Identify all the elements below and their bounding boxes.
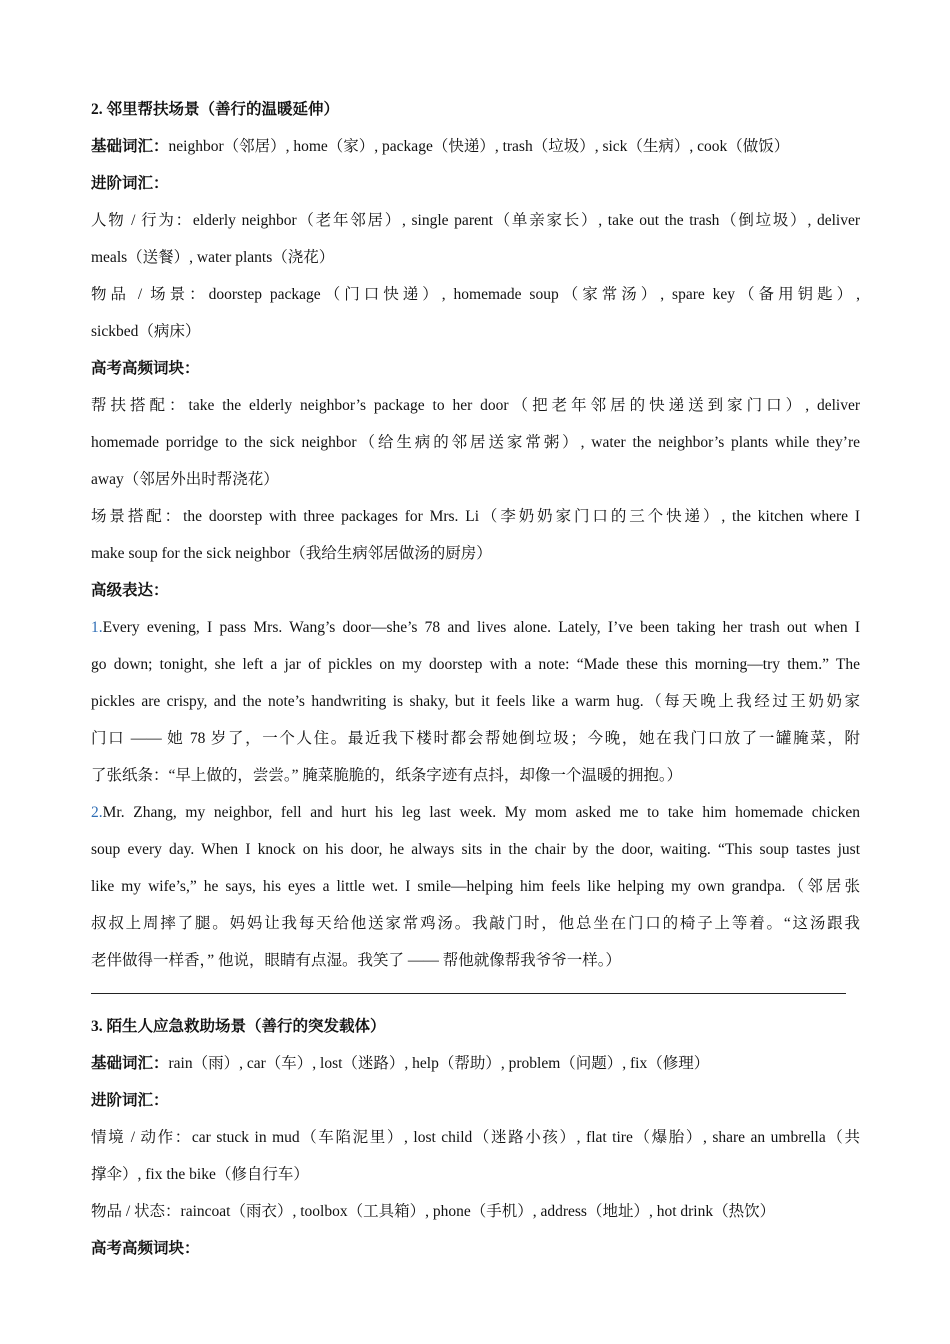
example2-line-2: soup every day. When I knock on his door, he always sits in the chair by the door, waiting. “This soup tastes just xyxy=(91,841,860,858)
example2-line-3: like my wife’s,” he says, his eyes a little wet. I smile—helping him feels like helping my own grandpa.（邻居张 xyxy=(91,878,860,895)
section3-items-line: 物品 / 状态：raincoat（雨衣）, toolbox（工具箱）, phone（手机）, address（地址）, hot drink（热饮） xyxy=(91,1203,776,1220)
section3-basic-vocab xyxy=(91,1045,860,1082)
example2-line-5: 老伴做得一样香，” 他说，眼睛有点湿。我笑了 —— 帮他就像帮我爷爷一样。） xyxy=(91,952,622,969)
example1-number: 1. xyxy=(91,619,103,636)
help-collocation-line-1: 帮扶搭配：take the elderly neighbor’s package to her door（把老年邻居的快递送到家门口）, deliver xyxy=(91,397,860,414)
section3-heading: 3. 陌生人应急救助场景（善行的突发载体） xyxy=(91,1018,386,1035)
example1-line-2: go down; tonight, she left a jar of pickles on my doorstep with a note: “Made these this morning—try them.” The xyxy=(91,656,860,673)
example1-line-5: 了张纸条：“早上做的，尝尝。” 腌菜脆脆的，纸条字迹有点抖，却像一个温暖的拥抱。） xyxy=(91,767,683,784)
scene-collocation-line-1: 场景搭配：the doorstep with three packages for Mrs. Li（李奶奶家门口的三个快递）, the kitchen where I xyxy=(91,508,860,525)
situation-actions-line-1: 情境 / 动作：car stuck in mud（车陷泥里）, lost child（迷路小孩）, flat tire（爆胎）, share an umbrella（共 xyxy=(91,1129,860,1146)
example1-text-1: Every evening, I pass Mrs. Wang’s door—she’s 78 and lives alone. Lately, I’ve been taking her trash out when I xyxy=(102,619,860,636)
people-actions-line-2: meals（送餐）, water plants（浇花） xyxy=(91,249,335,266)
help-collocation-line-3: away（邻居外出时帮浇花） xyxy=(91,471,279,488)
example1-line-3: pickles are crispy, and the note’s handwriting is shaky, but it feels like a warm hug.（每天晚上我经过王奶奶家 xyxy=(91,693,860,710)
section2-heading: 2. 邻里帮扶场景（善行的温暖延伸） xyxy=(91,101,340,118)
example2-text-1: Mr. Zhang, my neighbor, fell and hurt his leg last week. My mom asked me to take him homemade chicken xyxy=(102,804,860,821)
section3-advanced-label: 进阶词汇： xyxy=(91,1092,169,1109)
example2-line-1 xyxy=(91,794,860,831)
section2-advanced-label: 进阶词汇： xyxy=(91,175,169,192)
situation-actions-line-2: 撑伞）, fix the bike（修自行车） xyxy=(91,1166,309,1183)
section-divider xyxy=(91,993,846,994)
help-collocation-line-2: homemade porridge to the sick neighbor（给生病的邻居送家常粥）, water the neighbor’s plants while they’re xyxy=(91,434,860,451)
items-scenes-line-1: 物品 / 场景：doorstep package（门口快递）, homemade soup（家常汤）, spare key（备用钥匙）, xyxy=(91,286,860,303)
basic-vocab-text: rain（雨）, car（车）, lost（迷路）, help（帮助）, problem（问题）, fix（修理） xyxy=(168,1055,710,1072)
scene-collocation-line-2: make soup for the sick neighbor（我给生病邻居做汤的厨房） xyxy=(91,545,492,562)
section2-basic-vocab xyxy=(91,128,860,165)
people-actions-line-1: 人物 / 行为：elderly neighbor（老年邻居）, single parent（单亲家长）, take out the trash（倒垃圾）, deliver xyxy=(91,212,860,229)
example2-line-4: 叔叔上周摔了腿。妈妈让我每天给他送家常鸡汤。我敲门时，他总坐在门口的椅子上等着。“这汤跟我 xyxy=(91,915,860,932)
basic-vocab-label: 基础词汇： xyxy=(91,138,169,155)
section2-chunks-label: 高考高频词块： xyxy=(91,360,200,377)
example1-line-4: 门口 —— 她 78 岁了，一个人住。最近我下楼时都会帮她倒垃圾；今晚，她在我门口放了一罐腌菜，附 xyxy=(91,730,860,747)
example2-number: 2. xyxy=(91,804,103,821)
example1-line-1 xyxy=(91,609,860,646)
items-scenes-line-2: sickbed（病床） xyxy=(91,323,201,340)
basic-vocab-text: neighbor（邻居）, home（家）, package（快递）, trash（垃圾）, sick（生病）, cook（做饭） xyxy=(168,138,790,155)
basic-vocab-label: 基础词汇： xyxy=(91,1055,169,1072)
section3-chunks-label: 高考高频词块： xyxy=(91,1240,200,1257)
section2-expression-label: 高级表达： xyxy=(91,582,169,599)
document-page xyxy=(91,91,860,1267)
